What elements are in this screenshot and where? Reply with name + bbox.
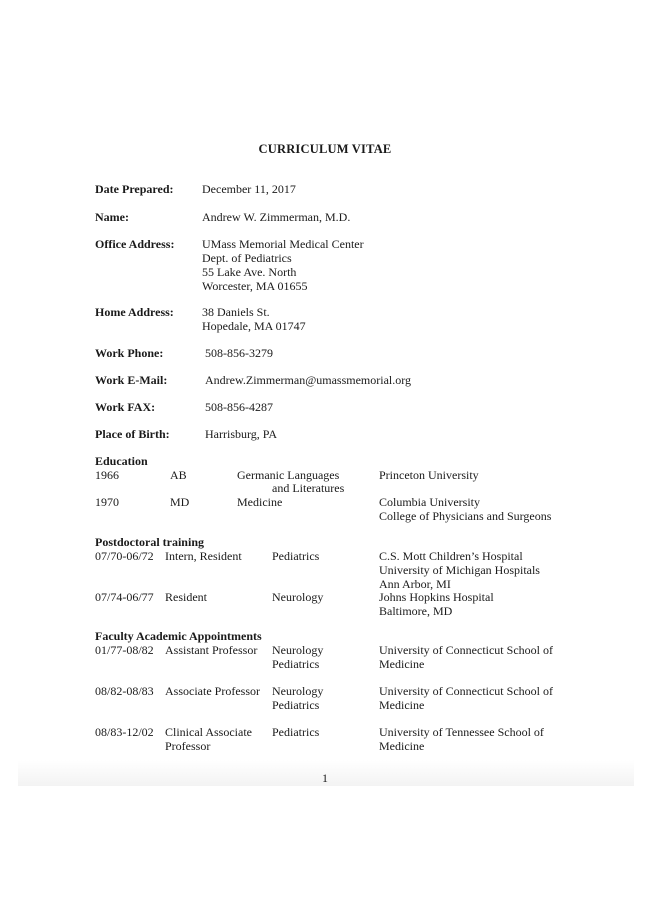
faculty-department: Pediatrics <box>272 725 320 739</box>
work-fax-value: 508-856-4287 <box>205 400 273 414</box>
postdoc-institution: Johns Hopkins Hospital <box>379 590 494 604</box>
office-address-line: Dept. of Pediatrics <box>202 251 292 265</box>
postdoc-institution: Baltimore, MD <box>379 604 453 618</box>
date-prepared-value: December 11, 2017 <box>202 182 296 196</box>
postdoc-dates: 07/70-06/72 <box>95 549 154 563</box>
faculty-title: Assistant Professor <box>165 643 258 657</box>
home-address-line: Hopedale, MA 01747 <box>202 319 306 333</box>
work-phone-label: Work Phone: <box>95 346 164 360</box>
education-heading: Education <box>95 454 148 468</box>
faculty-dates: 01/77-08/82 <box>95 643 154 657</box>
place-of-birth-label: Place of Birth: <box>95 427 170 441</box>
home-address-label: Home Address: <box>95 305 174 319</box>
name-value: Andrew W. Zimmerman, M.D. <box>202 210 351 224</box>
faculty-department: Pediatrics <box>272 657 320 671</box>
faculty-department: Pediatrics <box>272 698 320 712</box>
education-year: 1970 <box>95 495 119 509</box>
place-of-birth-value: Harrisburg, PA <box>205 427 278 441</box>
education-degree: MD <box>170 495 190 509</box>
postdoc-title: Resident <box>165 590 207 604</box>
faculty-institution: Medicine <box>379 657 425 671</box>
office-address-line: UMass Memorial Medical Center <box>202 237 364 251</box>
faculty-dates: 08/83-12/02 <box>95 725 154 739</box>
faculty-title: Associate Professor <box>165 684 260 698</box>
faculty-institution: University of Connecticut School of <box>379 684 553 698</box>
office-address-line: 55 Lake Ave. North <box>202 265 297 279</box>
education-institution: Columbia University <box>379 495 480 509</box>
postdoctoral-heading: Postdoctoral training <box>95 535 204 549</box>
name-label: Name: <box>95 210 129 224</box>
office-address-line: Worcester, MA 01655 <box>202 279 308 293</box>
education-field: Germanic Languages <box>237 468 340 482</box>
faculty-heading: Faculty Academic Appointments <box>95 629 262 643</box>
education-field: and Literatures <box>272 481 345 495</box>
postdoc-dates: 07/74-06/77 <box>95 590 154 604</box>
postdoc-institution: University of Michigan Hospitals <box>379 563 540 577</box>
faculty-institution: Medicine <box>379 698 425 712</box>
education-institution: Princeton University <box>379 468 479 482</box>
faculty-title: Clinical Associate <box>165 725 252 739</box>
education-degree: AB <box>170 468 187 482</box>
home-address-line: 38 Daniels St. <box>202 305 270 319</box>
page-number: 1 <box>322 771 328 785</box>
work-email-label: Work E-Mail: <box>95 373 168 387</box>
work-email-value: Andrew.Zimmerman@umassmemorial.org <box>205 373 412 387</box>
postdoc-discipline: Neurology <box>272 590 324 604</box>
faculty-department: Neurology <box>272 684 324 698</box>
faculty-dates: 08/82-08/83 <box>95 684 154 698</box>
education-institution: College of Physicians and Surgeons <box>379 509 552 523</box>
faculty-institution: University of Tennessee School of <box>379 725 544 739</box>
office-address-label: Office Address: <box>95 237 175 251</box>
faculty-title: Professor <box>165 739 211 753</box>
faculty-institution: Medicine <box>379 739 425 753</box>
work-phone-value: 508-856-3279 <box>205 346 273 360</box>
work-fax-label: Work FAX: <box>95 400 156 414</box>
postdoc-institution: Ann Arbor, MI <box>379 577 451 591</box>
education-field: Medicine <box>237 495 283 509</box>
date-prepared-label: Date Prepared: <box>95 182 174 196</box>
faculty-department: Neurology <box>272 643 324 657</box>
document-title: CURRICULUM VITAE <box>258 142 392 156</box>
postdoc-institution: C.S. Mott Children’s Hospital <box>379 549 523 563</box>
faculty-institution: University of Connecticut School of <box>379 643 553 657</box>
postdoc-title: Intern, Resident <box>165 549 242 563</box>
education-year: 1966 <box>95 468 119 482</box>
postdoc-discipline: Pediatrics <box>272 549 320 563</box>
